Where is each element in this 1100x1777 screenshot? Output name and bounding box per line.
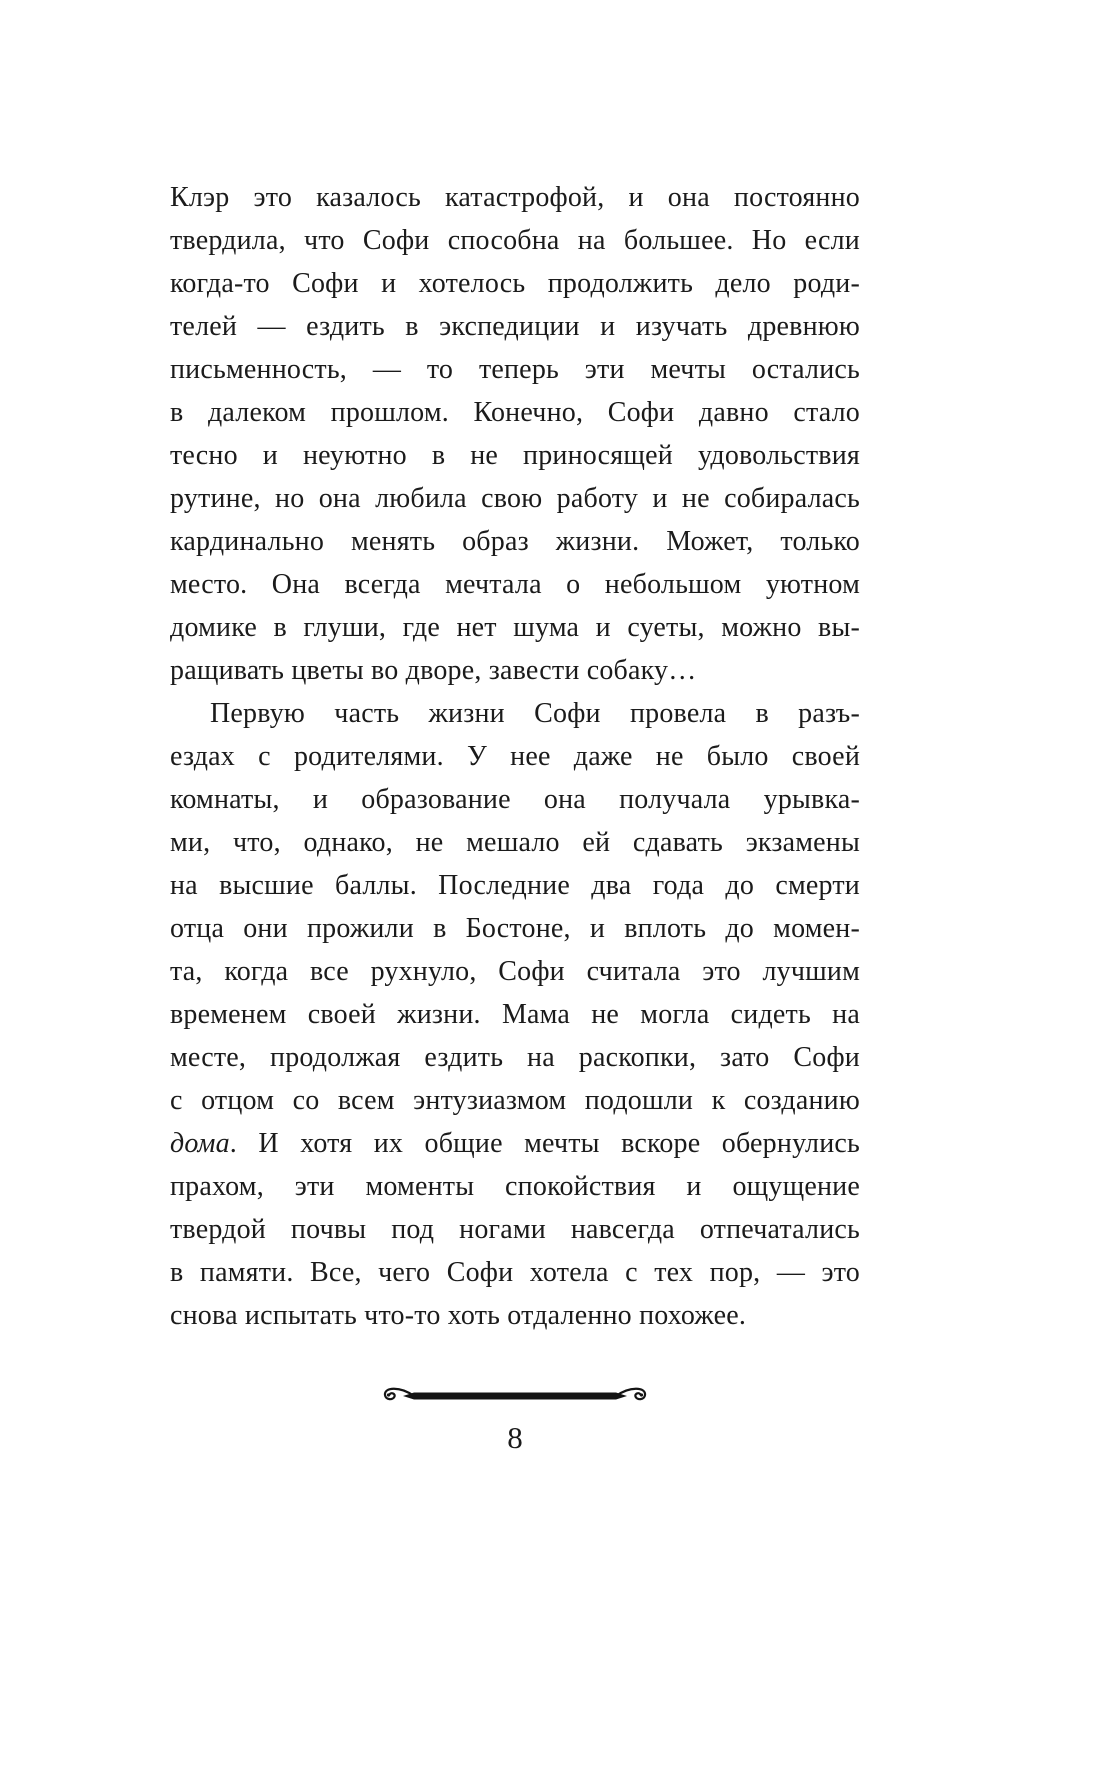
text-line: когда-то Софи и хотелось продолжить дело роди- (170, 268, 860, 299)
text-line: домике в глуши, где нет шума и суеты, можно вы- (170, 612, 860, 643)
text-line: та, когда все рухнуло, Софи считала это лучшим (170, 956, 860, 987)
text-line: дома. И хотя их общие мечты вскоре обернулись (170, 1128, 860, 1159)
text-line: снова испытать что-то хоть отдаленно похожее. (170, 1300, 747, 1331)
text-line: рутине, но она любила свою работу и не собиралась (170, 483, 860, 514)
text-line: отца они прожили в Бостоне, и вплоть до момен- (170, 913, 860, 944)
text-line: Клэр это казалось катастрофой, и она постоянно (170, 182, 860, 213)
flourish-divider-icon (380, 1382, 650, 1410)
text-line: ездах с родителями. У нее даже не было своей (170, 741, 860, 772)
page-number: 8 (507, 1420, 523, 1455)
text-line: место. Она всегда мечтала о небольшом уютном (170, 569, 860, 600)
text-line: ращивать цветы во дворе, завести собаку… (170, 655, 697, 686)
text-line: с отцом со всем энтузиазмом подошли к созданию (170, 1085, 860, 1116)
text-line: телей — ездить в экспедиции и изучать древнюю (170, 311, 860, 342)
text-line: на высшие баллы. Последние два года до смерти (170, 870, 860, 901)
text-line: прахом, эти моменты спокойствия и ощущение (170, 1171, 860, 1202)
text-line: комнаты, и образование она получала урывка- (170, 784, 860, 815)
text-line: твердой почвы под ногами навсегда отпечатались (170, 1214, 860, 1245)
text-line: письменность, — то теперь эти мечты остались (170, 354, 860, 385)
text-line: месте, продолжая ездить на раскопки, зато Софи (170, 1042, 860, 1073)
text-line: ми, что, однако, не мешало ей сдавать экзамены (170, 827, 860, 858)
text-line: твердила, что Софи способна на большее. Но если (170, 225, 860, 256)
text-line: временем своей жизни. Мама не могла сидеть на (170, 999, 860, 1030)
text-line: в памяти. Все, чего Софи хотела с тех пор, — это (170, 1257, 860, 1288)
text-line: кардинально менять образ жизни. Может, только (170, 526, 860, 557)
text-line: тесно и неуютно в не приносящей удовольствия (170, 440, 860, 471)
body-text (170, 176, 860, 1337)
text-line: в далеком прошлом. Конечно, Софи давно стало (170, 397, 860, 428)
text-line: Первую часть жизни Софи провела в разъ- (210, 698, 860, 729)
